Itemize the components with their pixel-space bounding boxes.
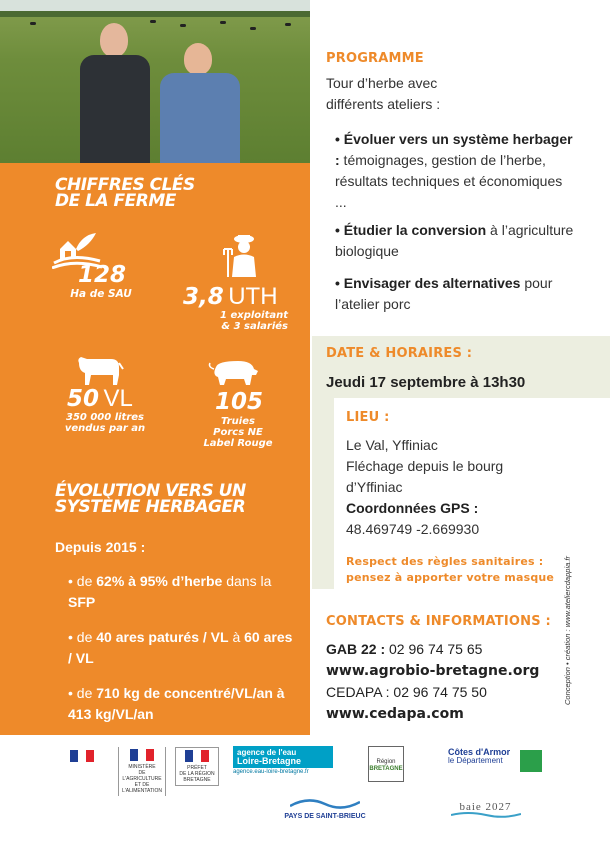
evolution-bullet: • de 40 ares paturés / VL à 60 ares / VL (68, 629, 293, 666)
truies-detail: Truies Porcs NE Label Rouge (203, 416, 273, 449)
contacts-block (326, 639, 566, 725)
cedapa-link[interactable]: www.cedapa.com (326, 706, 464, 722)
uth-unit: UTH (228, 283, 278, 310)
programme-item: • Évoluer vers un système herbager : témoignages, gestion de l’herbe, résultats techniques et économiques ... (335, 131, 573, 210)
truies-value: 105 (215, 389, 264, 415)
evolution-bullet: • de 710 kg de concentré/VL/an à 413 kg/VL/an (68, 685, 285, 722)
marianne-logo (62, 750, 102, 765)
vl-value: 50 (67, 386, 100, 412)
uth-detail: 1 exploitant & 3 salariés (220, 310, 288, 332)
baie-2027-logo: baie 2027 (448, 803, 523, 820)
ministry-logo: MINISTÈRE DE L'AGRICULTURE ET DE L'ALIMENTATION (118, 747, 166, 796)
sau-label: Ha de SAU (70, 288, 132, 300)
farmer-icon (222, 233, 262, 279)
gab-contact: GAB 22 : 02 96 74 75 65 (326, 641, 483, 657)
cotes-armor-logo: Côtes d'Armor le Département (448, 748, 548, 766)
programme-intro: Tour d’herbe avec différents ateliers : (326, 75, 441, 112)
programme-item: • Envisager des alternatives pour l’atelier porc (335, 275, 553, 312)
sau-value: 128 (78, 262, 127, 288)
uth-value: 3,8 (183, 284, 224, 310)
since-label: Depuis 2015 : (55, 539, 146, 555)
cow-icon (75, 355, 125, 387)
vl-stat (67, 385, 133, 413)
pays-saint-brieuc-logo: PAYS DE SAINT-BRIEUC (280, 798, 370, 821)
vl-unit: VL (103, 385, 133, 412)
wave-icon (290, 798, 360, 810)
farmers-photo (0, 0, 310, 163)
lieu-title: LIEU : (346, 410, 390, 425)
evolution-title: ÉVOLUTION VERS UN SYSTÈME HERBAGER (55, 481, 246, 517)
uth-stat (183, 283, 278, 311)
key-figures-panel (0, 163, 310, 735)
date-value: Jeudi 17 septembre à 13h30 (326, 374, 526, 391)
region-bretagne-logo: Région BRETAGNE (368, 746, 404, 782)
contacts-title: CONTACTS & INFORMATIONS : (326, 614, 551, 629)
date-title: DATE & HORAIRES : (326, 346, 473, 361)
design-credit: Conception • création : www.ateliercdappia.fr (563, 556, 572, 705)
baie-wave-icon (451, 811, 521, 819)
key-figures-title: CHIFFRES CLÉS DE LA FERME (55, 175, 195, 211)
pig-icon (208, 359, 260, 387)
cedapa-contact: CEDAPA : 02 96 74 75 50 (326, 684, 487, 700)
programme-title: PROGRAMME (326, 51, 424, 66)
vl-detail: 350 000 litres vendus par an (64, 412, 146, 434)
agence-eau-logo: agence de l'eau Loire-Bretagne agence.eau-loire-bretagne.fr (233, 746, 333, 776)
lieu-text: Le Val, Yffiniac Fléchage depuis le bourg d’Yffiniac Coordonnées GPS : 48.469749 -2.669930 (346, 437, 504, 537)
agrobio-link[interactable]: www.agrobio-bretagne.org (326, 663, 540, 679)
programme-item: • Étudier la conversion à l’agriculture biologique (335, 222, 574, 259)
evolution-bullet: • de 62% à 95% d’herbe dans la SFP (68, 573, 272, 610)
prefet-logo: PRÉFET DE LA RÉGION BRETAGNE (175, 747, 219, 786)
sanitary-note: Respect des règles sanitaires : pensez à apporter votre masque (346, 555, 555, 584)
